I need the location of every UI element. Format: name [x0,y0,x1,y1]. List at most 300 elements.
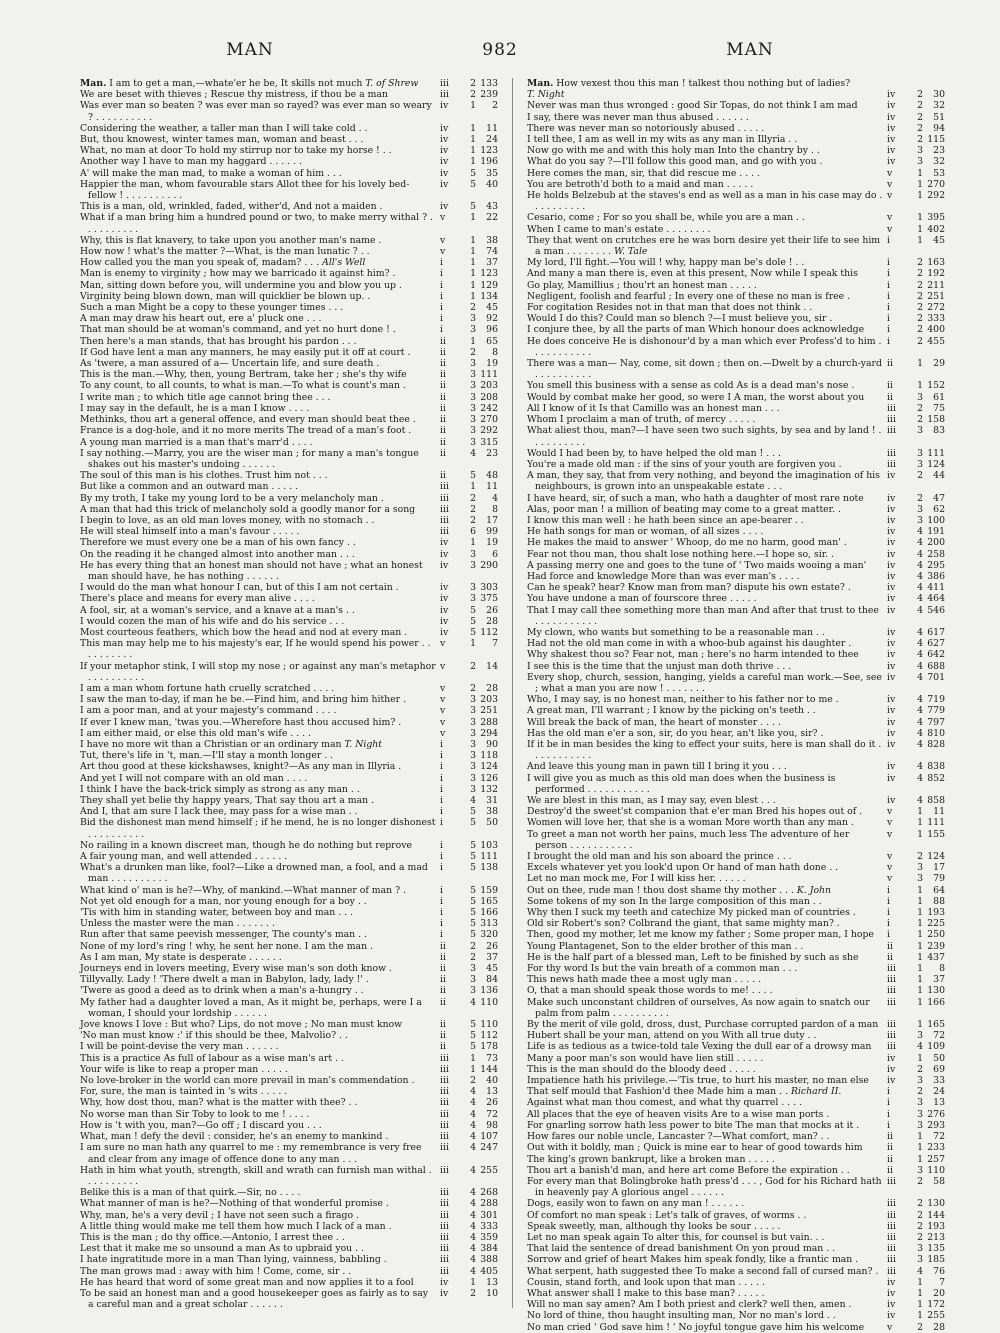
reference-line: 152 [927,380,946,392]
reference-scene: 1 [917,234,924,246]
reference-line: 123 [480,268,499,280]
reference-line: 8 [492,346,499,358]
reference-scene: 2 [470,951,477,963]
reference-scene: 5 [470,918,477,930]
entry-quote [80,683,436,694]
reference-act: ii [440,414,446,426]
reference-scene: 2 [470,503,477,515]
concordance-entry [80,201,498,212]
reference-act: iii [440,78,449,89]
entry-text: On the reading it he changed almost into another man . . . [80,548,355,560]
concordance-entry [80,358,498,369]
concordance-entry [527,739,945,761]
entry-text: Hath in him what youth, strength, skill and wrath can furnish man withal . . . . . . . . . . [80,1164,432,1187]
entry-reference [887,896,945,907]
entry-quote [527,952,883,963]
entry-reference [887,302,945,313]
concordance-entry [527,773,945,795]
concordance-entry [527,224,945,235]
entry-reference [440,638,498,660]
concordance-entry [80,414,498,425]
entry-text: A man may draw his heart out, ere a' pluck one . . . [80,313,322,325]
entry-text: I tell thee, I am as well in my wits as any man in Illyria . . [527,134,798,146]
concordance-entry [527,493,945,504]
reference-scene: 4 [470,1265,477,1277]
entry-reference [440,481,498,492]
reference-scene: 4 [917,638,924,650]
entry-quote [80,1187,436,1198]
reference-line: 247 [480,1142,499,1154]
entry-reference [440,268,498,279]
entry-text: You are betroth'd both to a maid and man . . . . . [527,178,754,190]
reference-scene: 1 [470,1052,477,1064]
concordance-entry [527,179,945,190]
reference-scene: 3 [917,156,924,168]
reference-scene: 1 [917,817,924,829]
reference-line: 251 [480,705,499,717]
reference-act: iii [440,1142,449,1154]
entry-reference [440,1109,498,1120]
reference-line: 178 [480,1041,499,1053]
entry-reference [440,705,498,716]
reference-act: iv [887,514,896,526]
entry-text: Excels whatever yet you look'd upon Or hand of man hath done . . [527,862,839,874]
entry-quote [80,1097,436,1108]
reference-scene: 3 [470,705,477,717]
reference-line: 375 [480,593,499,605]
reference-line: 88 [933,895,946,907]
concordance-entry [80,1210,498,1221]
entry-reference [440,526,498,537]
concordance-entry [80,1221,498,1232]
reference-act: iv [440,178,449,190]
reference-scene: 4 [470,1164,477,1176]
concordance-entry [80,739,498,750]
concordance-entry [80,1187,498,1198]
reference-scene: 1 [917,1142,924,1154]
entry-reference [440,627,498,638]
concordance-entry [80,952,498,963]
reference-act: iv [440,548,449,560]
entry-text: Dogs, easily won to fawn on any man ! . . . . . . [527,1198,745,1210]
reference-act: i [440,929,443,941]
entry-text: How now ! what's the matter ?—What, is the man lunatic ? . . [80,246,370,258]
entry-quote [80,1254,436,1265]
entry-reference [887,1030,945,1041]
reference-line: 233 [927,1142,946,1154]
reference-line: 138 [480,862,499,874]
concordance-entry [80,526,498,537]
reference-act: iv [887,111,896,123]
reference-act: iv [440,156,449,168]
reference-line: 134 [480,290,499,302]
reference-line: 144 [480,1063,499,1075]
entry-text: I am either maid, or else this old man's wife . . . . [80,727,311,739]
entry-text: The soul of this man is his clothes. Trust him not . . . [80,470,328,482]
reference-scene: 1 [470,638,477,650]
entry-reference [887,761,945,772]
reference-act: iii [887,996,896,1008]
reference-line: 290 [480,559,499,571]
reference-line: 64 [933,884,946,896]
concordance-entry [80,941,498,952]
entry-text: And many a man there is, even at this present, Now while I speak this [527,268,858,280]
reference-scene: 5 [470,884,477,896]
concordance-entry [527,145,945,156]
reference-act: ii [440,346,446,358]
reference-line: 255 [927,1310,946,1322]
entry-reference [887,649,945,660]
entry-text: He will steal himself into a man's favour . . . . . [80,526,300,538]
entry-text: Old sir Robert's son? Colbrand the giant, that same mighty man? . [527,918,840,930]
entry-quote [80,425,436,436]
reference-scene: 3 [470,750,477,762]
entry-quote [527,761,883,772]
reference-act: iii [440,526,449,538]
entry-keyword: Man. [80,78,107,89]
reference-line: 642 [927,649,946,661]
reference-line: 242 [480,402,499,414]
concordance-entry [527,571,945,582]
entry-quote [527,190,883,212]
entry-quote [527,414,883,425]
concordance-entry [527,1310,945,1321]
reference-act: ii [440,380,446,392]
entry-reference [440,582,498,593]
concordance-entry [80,773,498,784]
reference-line: 301 [480,1209,499,1221]
entry-reference [440,952,498,963]
reference-act: ii [440,470,446,482]
entry-quote [80,616,436,627]
entry-reference [440,493,498,504]
entry-keyword: Man. [527,78,554,89]
reference-act: i [440,268,443,280]
entry-reference [440,1210,498,1221]
entry-quote [80,941,436,952]
entry-reference [887,537,945,548]
entry-quote [80,369,436,380]
reference-act: iii [887,1231,896,1243]
concordance-entry [80,179,498,201]
reference-act: ii [440,996,446,1008]
reference-line: 272 [927,302,946,314]
concordance-entry [80,145,498,156]
entry-text: My clown, who wants but something to be a reasonable man . . [527,626,825,638]
reference-scene: 4 [470,1119,477,1131]
concordance-entry [527,1176,945,1198]
entry-reference [440,750,498,761]
entry-reference [440,425,498,436]
reference-act: iii [887,1209,896,1221]
entry-reference [887,179,945,190]
entry-text: Alas, poor man ! a million of beating may come to a great matter. . [527,503,841,515]
entry-reference [440,1142,498,1164]
entry-reference [887,1053,945,1064]
reference-scene: 3 [470,985,477,997]
concordance-entry [527,873,945,884]
entry-text: Out with it boldly, man ; Quick is mine ear to hear of good towards him [527,1142,863,1154]
reference-scene: 1 [917,380,924,392]
concordance-entry [80,896,498,907]
entry-text: A fair young man, and well attended . . . . . . [80,851,288,863]
entry-text: Another way I have to man my haggard . . . . . . [80,156,302,168]
entry-quote [80,448,436,470]
entry-text: For, sure, the man is tainted in 's wits . . . . . [80,1086,288,1098]
entry-quote [80,1142,436,1164]
entry-reference [887,470,945,492]
reference-act: iv [887,134,896,146]
entry-reference [887,291,945,302]
reference-line: 172 [927,1299,946,1311]
concordance-entry [80,168,498,179]
reference-line: 295 [927,559,946,571]
concordance-entry [527,627,945,638]
concordance-entry [527,1097,945,1108]
entry-reference [440,985,498,996]
entry-reference [887,89,945,100]
reference-act: iv [887,526,896,538]
concordance-entry [80,268,498,279]
entry-text: I am a man whom fortune hath cruelly scratched . . . . [80,682,335,694]
reference-scene: 1 [917,918,924,930]
entry-reference [887,134,945,145]
entry-quote [80,358,436,369]
entry-quote [80,806,436,817]
reference-scene: 1 [470,145,477,157]
concordance-entry [527,851,945,862]
concordance-entry [527,661,945,672]
entry-text: He hath songs for man or woman, of all sizes . . . . [527,526,764,538]
concordance-entry [80,907,498,918]
concordance-entry [80,1165,498,1187]
concordance-entry [527,1019,945,1030]
reference-scene: 4 [917,626,924,638]
reference-scene: 4 [917,1265,924,1277]
reference-scene: 4 [470,1209,477,1221]
entry-text: I have heard, sir, of such a man, who hath a daughter of most rare note [527,492,864,504]
reference-line: 111 [927,817,946,829]
reference-scene: 4 [917,716,924,728]
reference-act: i [887,313,890,325]
entry-quote [80,1086,436,1097]
entry-quote [80,123,436,134]
entry-quote [527,974,883,985]
entry-quote [527,1277,883,1288]
reference-line: 35 [486,167,499,179]
entry-text: What's a drunken man like, fool?—Like a drowned man, a fool, and a mad man . . . . . . . . . . [80,862,428,885]
entry-reference [440,560,498,582]
reference-act: iii [887,1243,896,1255]
reference-line: 22 [486,212,499,224]
reference-act: iv [887,727,896,739]
reference-act: i [440,302,443,314]
entry-quote [527,1075,883,1086]
entry-text: But, thou knowest, winter tames man, woman and beast . . . [80,134,364,146]
entry-quote [527,1120,883,1131]
entry-text: Impatience hath his privilege.—'Tis true, to hurt his master, no man else [527,1075,869,1087]
reference-scene: 2 [917,257,924,269]
reference-act: iv [887,626,896,638]
entry-reference [887,705,945,716]
reference-act: i [887,895,890,907]
entry-reference [440,896,498,907]
entry-text: They shall yet belie thy happy years, That say thou art a man . [80,795,375,806]
entry-text: Hubert shall be your man, attend on you With all true duty . . [527,1030,817,1042]
concordance-entry [527,100,945,111]
reference-act: v [887,862,893,874]
concordance-entry [527,896,945,907]
entry-text: Life is as tedious as a twice-told tale Vexing the dull ear of a drowsy man [527,1041,872,1053]
reference-line: 7 [492,638,499,650]
reference-line: 24 [933,1086,946,1098]
concordance-entry [80,761,498,772]
reference-scene: 4 [470,1142,477,1154]
reference-line: 69 [933,1063,946,1075]
reference-line: 94 [933,122,946,134]
entry-quote [527,1322,883,1333]
reference-scene: 2 [917,1209,924,1221]
reference-act: i [440,290,443,302]
concordance-entry [527,997,945,1019]
reference-act: i [887,1097,890,1109]
reference-line: 627 [927,638,946,650]
entry-reference [440,1288,498,1310]
concordance-entry [80,537,498,548]
entry-quote [527,1198,883,1209]
reference-scene: 1 [470,134,477,146]
play-title: All's Well [319,257,366,269]
entry-quote [527,134,883,145]
concordance-entry [80,929,498,940]
concordance-entry [527,1322,945,1333]
entry-reference [887,1322,945,1333]
reference-scene: 2 [917,111,924,123]
reference-act: v [887,223,893,235]
entry-reference [887,963,945,974]
concordance-entry [80,1198,498,1209]
reference-scene: 3 [470,772,477,784]
concordance-entry [80,1120,498,1131]
reference-line: 185 [927,1254,946,1266]
entry-reference [440,246,498,257]
reference-scene: 4 [917,526,924,538]
entry-text: What do you say ?—I'll follow this good man, and go with you . [527,156,823,168]
entry-quote [527,380,883,391]
concordance-entry [80,470,498,481]
entry-quote [527,515,883,526]
reference-scene: 3 [470,738,477,750]
reference-act: v [440,212,446,224]
entry-text: What, man ! defy the devil : consider, he's an enemy to mankind . [80,1131,389,1143]
reference-scene: 1 [917,1019,924,1031]
concordance-entry [527,795,945,806]
entry-text: If it be in man besides the king to effect your suits, here is man shall do it . . . . . . . . . . . [527,738,882,762]
reference-act: iii [440,1265,449,1277]
reference-act: iii [887,1019,896,1031]
reference-scene: 1 [917,223,924,235]
entry-text: My father had a daughter loved a man, As it might be, perhaps, were I a woman, I should your lordship . . . . . . [80,996,422,1019]
concordance-entry [80,123,498,134]
entry-quote [527,1154,883,1165]
concordance-entry [80,784,498,795]
reference-line: 110 [480,996,499,1008]
reference-line: 193 [927,1220,946,1232]
entry-text: A man, they say, that from very nothing, and beyond the imagination of his neighbours, is grown into an unspeakable estate . . . [527,470,880,493]
entry-reference [887,571,945,582]
entry-reference [440,795,498,806]
entry-text: That self mould that Fashion'd thee Made him a man . . [527,1086,788,1098]
reference-scene: 1 [917,974,924,986]
entry-quote [527,1176,883,1198]
entry-reference [887,448,945,459]
concordance-entry [527,1221,945,1232]
reference-scene: 3 [917,862,924,874]
reference-line: 211 [927,279,946,291]
concordance-entry [80,515,498,526]
entry-reference [887,414,945,425]
reference-line: 158 [927,414,946,426]
reference-act: i [887,234,890,246]
entry-text: None of my lord's ring ! why, he sent her none. I am the man . [80,940,373,952]
concordance-entry [80,291,498,302]
entry-text: Lest that it make me so unsound a man As to upbraid you . . [80,1243,364,1255]
reference-scene: 1 [470,1063,477,1075]
entry-reference [440,414,498,425]
reference-act: i [887,335,890,347]
reference-act: ii [440,402,446,414]
entry-quote [80,728,436,739]
entry-reference [887,694,945,705]
concordance-entry [527,1030,945,1041]
reference-scene: 3 [917,1243,924,1255]
entry-text: You have undone a man of fourscore three . . . . . [527,593,757,605]
reference-scene: 2 [917,492,924,504]
entry-text: No man cried ' God save him ! ' No joyful tongue gave him his welcome [527,1321,865,1333]
entry-reference [887,907,945,918]
concordance-entry [527,89,945,100]
entry-quote [527,112,883,123]
reference-scene: 2 [470,682,477,694]
concordance-entry [527,1277,945,1288]
entry-reference [887,873,945,884]
reference-line: 333 [480,1220,499,1232]
entry-quote [80,1210,436,1221]
entry-text: I begin to love, as an old man loves money, with no stomach . . [80,514,375,526]
entry-quote [80,481,436,492]
entry-reference [887,280,945,291]
concordance-entry [527,212,945,223]
entry-text: How vexest thou this man ! talkest thou nothing but of ladies? [553,78,851,89]
entry-text: Belike this is a man of that quirk.—Sir, no . . . . [80,1187,301,1199]
entry-quote [527,1266,883,1277]
reference-line: 852 [927,772,946,784]
reference-act: iv [887,1287,896,1299]
reference-scene: 5 [470,929,477,941]
concordance-entry [527,1075,945,1086]
reference-scene: 1 [917,190,924,202]
entry-text: For every man that Bolingbroke hath press'd . . . , God for his Richard hath in heavenly pay A glorious angel . . . . . . [527,1175,882,1199]
reference-line: 26 [486,940,499,952]
entry-reference [440,1030,498,1041]
entry-text: A' will make the man mad, to make a woman of him . . . [80,167,342,179]
entry-text: I say, there was never man thus abused . . . . . . [527,111,749,123]
entry-reference [887,515,945,526]
entry-reference [440,885,498,896]
reference-line: 10 [486,1287,499,1299]
concordance-entry [80,100,498,122]
entry-text: Man is enemy to virginity ; how may we barricado it against him? . [80,268,396,280]
